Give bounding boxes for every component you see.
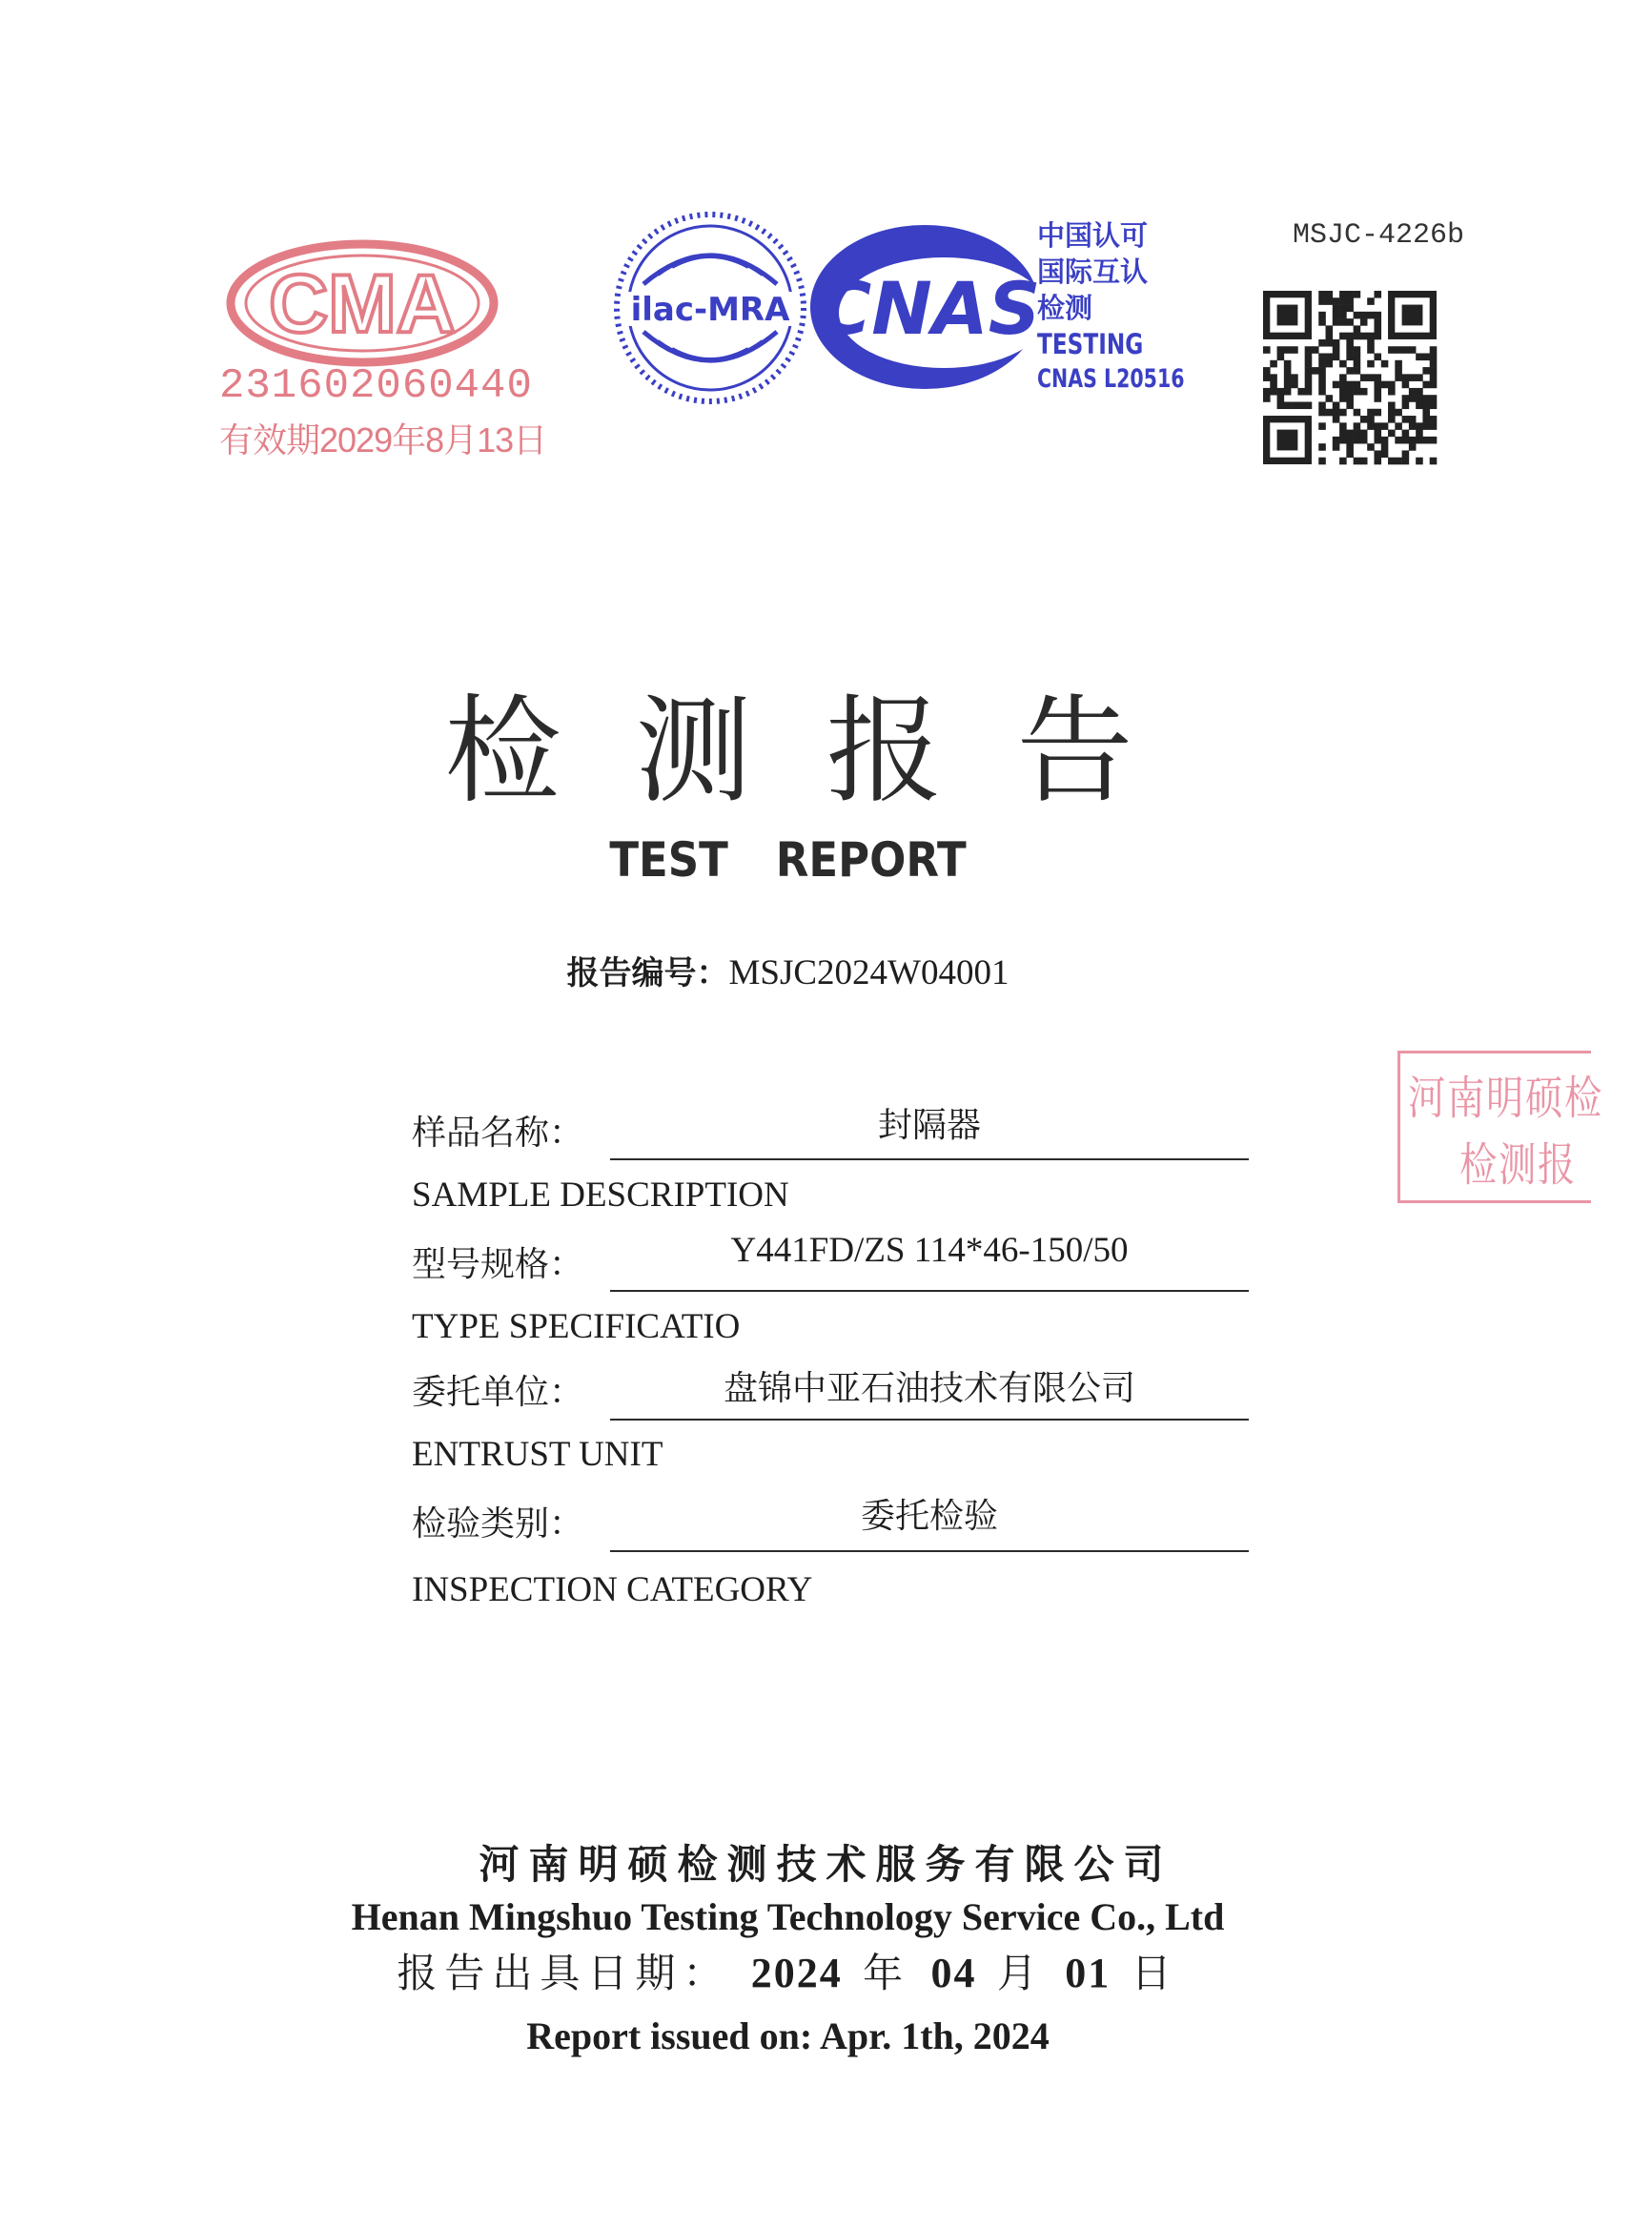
seal-line-1: 河南明硕检 xyxy=(1408,1072,1604,1125)
report-number xyxy=(0,947,1576,993)
cnas-line-3: 检测 xyxy=(1037,292,1093,324)
issue-year-unit: 年 xyxy=(863,1950,911,1996)
report-number-value: MSJC2024W04001 xyxy=(728,953,1010,992)
entrust-unit-value: 盘锦中亚石油技术有限公司 xyxy=(723,1369,1135,1408)
report-title-en: TEST REPORT xyxy=(609,832,967,888)
cnas-line-1: 中国认可 xyxy=(1037,219,1149,252)
issue-month: 04 xyxy=(930,1950,977,1996)
issue-date-label: 报告出具日期： xyxy=(397,1950,731,1996)
type-spec-underline xyxy=(610,1290,1249,1292)
report-number-label: 报告编号： xyxy=(566,954,729,992)
issue-day: 01 xyxy=(1065,1950,1112,1996)
cnas-line-2: 国际互认 xyxy=(1037,256,1149,288)
seal-line-2: 检测报 xyxy=(1459,1138,1578,1192)
ilac-mra-text: ilac-MRA xyxy=(630,291,790,329)
cnas-accreditation-text xyxy=(1037,217,1199,397)
type-spec-value: Y441FD/ZS 114*46-150/50 xyxy=(730,1231,1129,1270)
cnas-logo-text: CNAS xyxy=(818,266,1041,351)
cnas-number: CNAS L20516 xyxy=(1037,364,1185,394)
cma-logo-icon xyxy=(219,236,505,370)
qr-code-icon xyxy=(1263,291,1437,464)
ilac-mra-emblem xyxy=(610,208,810,408)
type-spec-label: 型号规格： xyxy=(412,1245,584,1284)
sample-name-label-en: SAMPLE DESCRIPTION xyxy=(412,1176,789,1215)
cnas-testing: TESTING xyxy=(1037,328,1144,360)
company-name-en: Henan Mingshuo Testing Technology Service Co., Ltd xyxy=(351,1895,1225,1938)
company-seal-stamp xyxy=(1397,1051,1604,1203)
issue-month-unit: 月 xyxy=(996,1950,1045,1996)
cma-stamp xyxy=(219,236,547,470)
cnas-logo-icon xyxy=(810,221,1049,393)
entrust-unit-label-en: ENTRUST UNIT xyxy=(412,1435,663,1474)
company-name-zh: 河南明硕检测技术服务有限公司 xyxy=(479,1841,1173,1888)
report-title-zh: 检测报告 xyxy=(444,684,1208,819)
issue-day-unit: 日 xyxy=(1131,1950,1179,1996)
inspection-category-label: 检验类别： xyxy=(412,1504,584,1544)
sample-name-label: 样品名称： xyxy=(412,1114,584,1153)
cma-logo-text: CMA xyxy=(269,258,456,350)
issue-date-zh xyxy=(0,1942,1576,1999)
inspection-category-label-en: INSPECTION CATEGORY xyxy=(412,1570,813,1609)
cma-number: 231602060440 xyxy=(219,362,533,410)
form-code: MSJC-4226b xyxy=(1293,219,1465,252)
cma-validity: 有效期2029年8月13日 xyxy=(219,420,547,460)
issue-date-en: Report issued on: Apr. 1th, 2024 xyxy=(526,2014,1050,2057)
inspection-category-underline xyxy=(610,1550,1249,1552)
entrust-unit-underline xyxy=(610,1419,1249,1421)
issue-year: 2024 xyxy=(750,1950,843,1996)
sample-name-value: 封隔器 xyxy=(877,1106,981,1145)
type-spec-label-en: TYPE SPECIFICATIO xyxy=(412,1307,741,1346)
entrust-unit-label: 委托单位： xyxy=(412,1373,584,1412)
qr-code-graphic xyxy=(1263,291,1437,464)
ilac-mra-icon xyxy=(610,208,810,408)
inspection-category-value: 委托检验 xyxy=(860,1497,998,1536)
cnas-logo xyxy=(810,221,1049,393)
sample-name-underline xyxy=(610,1158,1249,1160)
